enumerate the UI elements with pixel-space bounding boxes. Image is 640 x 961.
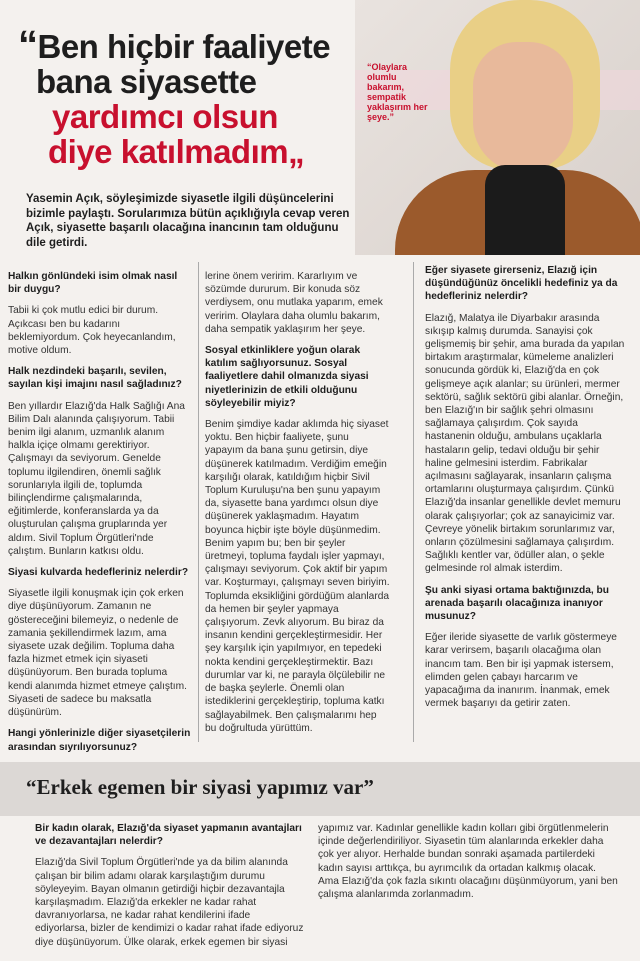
question: Siyasi kulvarda hedefleriniz nelerdir? bbox=[8, 567, 189, 579]
open-quote: “ bbox=[18, 23, 38, 67]
column-5 bbox=[318, 822, 618, 909]
answer: Siyasetle ilgili konuşmak için çok erken diye düşünüyorum. Zamanın ne göstereceğini bilemeyiz, o nedenle de zamania şekillendirmek lazım, ama siyasete uzak değilim. Topluma daha fazla hizmet etmek için siyaseti düşünüyorum. Ben burada topluma kendi alanımda hizmet etmeye çalıştım. Siyaseti de sadece bu maksatla düşünürüm. bbox=[8, 588, 187, 719]
headline-line-4: diye katılmadım„ bbox=[48, 133, 305, 170]
column-divider bbox=[198, 262, 199, 742]
question: Şu anki siyasi ortama baktığınızda, bu arenada başarılı olacağınıza inanıyor musunuz? bbox=[425, 584, 609, 623]
question: Eğer siyasete girerseniz, Elazığ için düşündüğünüz öncelikli hedefiniz ya da hedefleriniz nelerdir? bbox=[425, 265, 618, 303]
question: Bir kadın olarak, Elazığ'da siyaset yapmanın avantajları ve dezavantajları nelerdir? bbox=[35, 823, 302, 848]
portrait-top bbox=[485, 165, 565, 255]
answer: lerine önem veririm. Kararlıyım ve sözümde dururum. Bir konuda söz verdiysem, onu mutlaka yaparım, emek veririm. Olaylara daha olumlu bakarım, daha sempatik yaklaşırım her şeye. bbox=[205, 271, 383, 335]
question: Sosyal etkinliklere yoğun olarak katılım sağlıyorsunuz. Sosyal faaliyetlere dahil olmanızda siyasi niyetlerinizin de etkili olduğunu söyleyebilir miyiz? bbox=[205, 345, 369, 409]
question: Halkın gönlündeki isim olmak nasıl bir duygu? bbox=[8, 271, 178, 296]
column-3 bbox=[425, 264, 625, 719]
answer: Eğer ileride siyasette de varlık göstermeye karar verirsem, başarılı olacağıma olan inancım tam. Ben bir işi yapmak istersem, elimden gelen çabayı harcarım ve yapacağıma da inanırım. İnanmak, emek vermek başarıyı da getirir zaten. bbox=[425, 632, 617, 710]
lead-paragraph: Yasemin Açık, söyleşimizde siyasetle ilgili düşüncelerini bizimle paylaştı. Sorularımıza bütün açıklığıyla cevap veren Açık, siyasette başarılı olacağına inancının tam olduğunu dile getirdi. bbox=[26, 193, 350, 249]
column-2 bbox=[205, 270, 390, 743]
question: Hangi yönlerinizle diğer siyasetçilerin arasından sıyrılıyorsunuz? bbox=[8, 728, 191, 753]
answer: yapımız var. Kadınlar genellikle kadın kolları gibi örgütlenmelerin içinde değerlendiriliyor. Siyasetin tüm alanlarında erkekler daha çok yer alıyor. Herhalde bundan sonraki aşamada partilerdeki kadın sayısı arttıkça, bu ayrımcılık da ortadan kalkmış olacak. Ama Elazığ'da çok fazla sıkıntı olacağını düşünmüyorum, yani ben çalışma alanlarımda zorlanmadım. bbox=[318, 823, 618, 901]
headline bbox=[6, 23, 358, 170]
section-title: “Erkek egemen bir siyasi yapımız var” bbox=[26, 775, 374, 799]
column-divider bbox=[413, 262, 414, 742]
answer: Benim şimdiye kadar aklımda hiç siyaset yoktu. Ben hiçbir faaliyete, şunu yapayım da bana şunu getirsin, diye düşünerek katılmadım. Verdiğim emeğin karşılığı olarak, katıldığım hiçbir Sivil Toplum Kuruluşu'na ben şunu yapayım da, siyasette bana yardımcı olsun diye düşünerek yaklaşmadım. Hayatım boyunca hiçbir işte böyle düşünmedim. Benim yapım bu; ben bir şeyler üretmeyi, topluma faydalı işler yapmayı, çalışmayı seviyorum. Çok aktif bir yapım var. Koşturmayı, çalışmayı seven biriyim. Toplumda eksikliğini gördüğüm alanlarda da hemen bir şeyler yapmaya çalışıyorum. Zevk alıyorum. Bu biraz da insanın kendini gerçekleştirmesidir. Her şey karşılık için yapılmıyor, en tepedeki nokta kendini gerçekleştirmektir. Bazı durumlar var ki, ne parayla ölçülebilir ne de başka şeylerle. Önemli olan istediklerini gerçekleştirip, topluma katkı sağlayabilmek. Ben çalışmalarımı hep bu doğrultuda yürüttüm. bbox=[205, 419, 390, 734]
answer: Ben yıllardır Elazığ'da Halk Sağlığı Ana Bilim Dalı alanında çalışıyorum. Tabii benim ilgi alanım, uzmanlık alanım halkla içiçe olmamı gerektiriyor. Çalışmayı da seviyorum. Genelde toplumu ilgilendiren, önemli sağlık sorunlarıyla ilgili de, toplumda bilinçlendirme çalışmalarında, eğitimlerde, konferanslarda ya da oluşturulan çalışma gruplarında yer aldım. Sivil Toplum Örgütleri'nde çalıştım. Bunların katkısı oldu. bbox=[8, 400, 185, 557]
question: Halk nezdindeki başarılı, sevilen, sayılan kişi imajını nasıl sağladınız? bbox=[8, 366, 182, 391]
answer: Elazığ, Malatya ile Diyarbakır arasında sıkışıp kalmış durumda. Sanayisi çok gelişmemiş bir şehir, ama burada da yapılan birtakım araştırmalar, kümeleme analizleri sonucunda gördük ki, Elazığ'da en çok gelişmeye açık alanlar; su ürünleri, mermer sektörü, sağlık sektörü gibi alanlar. Örneğin, ben Elazığ'ın bir sağlık şehri olmasını sağlamaya çalışırdım. Çok sayıda hastanenin olduğu, ambulans uçaklarla hastaların gelip, tedavi olduğu bir şehir haline gelmesini isterdim. Fabrikalar açılmasını sağlayarak, insanların çalışma ortamlarını oluşturmaya çalışırdım. Çünkü Elazığ'da insanlar genellikle devlet memuru olarak çalışıyorlar; çok az sanayicimiz var. Çevreye yönelik birtakım sorunlarımız var, onların çözülmesini sağlamaya çalışırdım. Sağlıklı kentler var, ödüller alan, o şekle gelmesinde rol almak isterdim. bbox=[425, 312, 625, 575]
photo-quote: “Olaylara olumlu bakarım, sempatik yaklaşırım her şeye.” bbox=[367, 62, 428, 122]
portrait-face bbox=[473, 42, 573, 172]
headline-line-3: yardımcı olsun bbox=[52, 98, 278, 135]
portrait-photo bbox=[355, 0, 640, 255]
headline-line-1: “Ben hiçbir faaliyete bbox=[18, 23, 331, 67]
answer: Tabii ki çok mutlu edici bir durum. Açıkcası ben bu kadarını beklemiyordum. Çok heyecanlandım, motive oldum. bbox=[8, 305, 176, 357]
answer: Elazığ'da Sivil Toplum Örgütleri'nde ya da bilim alanında çalışan bir bilim adamı olarak karşılaştığım durumu söyleyeyim. Bayan olmanın getirdiği hiçbir dezavantajla karşılaşmadım. Elazığ'da erkekler ne kadar rahat davranıyorlarsa, ne kadar rahat kendilerini ifade ediyorlarsa, bizler de kendimizi o kadar rahat ifade ediyoruz diye düşünüyorum. Ülke olarak, erkek egemen bir siyasi bbox=[35, 857, 304, 948]
headline-line-2: bana siyasette bbox=[36, 63, 257, 100]
column-1 bbox=[8, 270, 191, 783]
column-4 bbox=[35, 822, 305, 957]
